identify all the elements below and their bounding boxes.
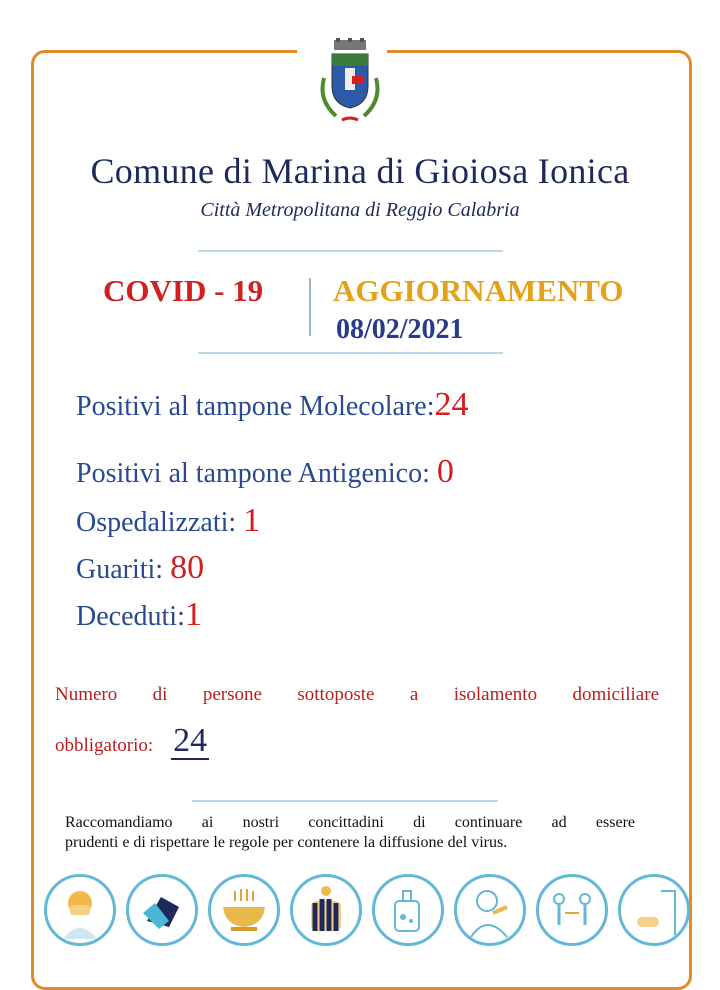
divider: [192, 800, 498, 802]
wash-hands-icon: [126, 874, 198, 946]
covid-label: COVID - 19: [103, 273, 264, 308]
cough-elbow-icon: [454, 874, 526, 946]
stat-label: Deceduti:: [76, 601, 185, 632]
hand-stop-icon: [290, 874, 362, 946]
update-label: AGGIORNAMENTO: [333, 273, 624, 308]
soap-sink-icon: [618, 874, 690, 946]
stat-value: 24: [434, 386, 469, 423]
isolation-line2: [55, 724, 209, 760]
stat-value: 1: [243, 502, 261, 539]
divider: [198, 352, 503, 354]
divider: [198, 250, 503, 252]
page-title: Comune di Marina di Gioiosa Ionica: [90, 151, 630, 191]
update-date: 08/02/2021: [336, 314, 464, 345]
stat-value: 0: [436, 453, 454, 490]
recommendation-text: Raccomandiamo ai nostri concittadini di continuare ad essere: [65, 814, 635, 831]
isolation-label: obbligatorio:: [55, 735, 154, 756]
mask-icon: [44, 874, 116, 946]
isolation-value: 24: [173, 722, 208, 759]
stat-label: Positivi al tampone Molecolare:: [76, 391, 435, 422]
safety-icons-row: [44, 874, 684, 946]
stat-recovered: [76, 549, 204, 587]
stat-antigen: [76, 453, 454, 491]
stat-hospitalized: [76, 502, 260, 540]
divider: [309, 278, 311, 336]
stat-value: 80: [170, 549, 205, 586]
sanitizer-icon: [372, 874, 444, 946]
stat-deceased: [76, 596, 202, 634]
stat-label: Ospedalizzati:: [76, 507, 244, 538]
recommendation-text-2: prudenti e di rispettare le regole per contenere la diffusione del virus.: [65, 834, 508, 851]
distance-icon: [536, 874, 608, 946]
coat-of-arms-logo: [312, 38, 388, 136]
stat-label: Positivi al tampone Antigenico:: [76, 458, 437, 489]
stat-label: Guariti:: [76, 554, 171, 585]
page-subtitle: Città Metropolitana di Reggio Calabria: [200, 199, 520, 221]
stat-molecular: [76, 386, 468, 424]
stat-value: 1: [184, 596, 202, 633]
steam-bowl-icon: [208, 874, 280, 946]
isolation-text: Numero di persone sottoposte a isolamento domiciliare: [55, 684, 659, 705]
